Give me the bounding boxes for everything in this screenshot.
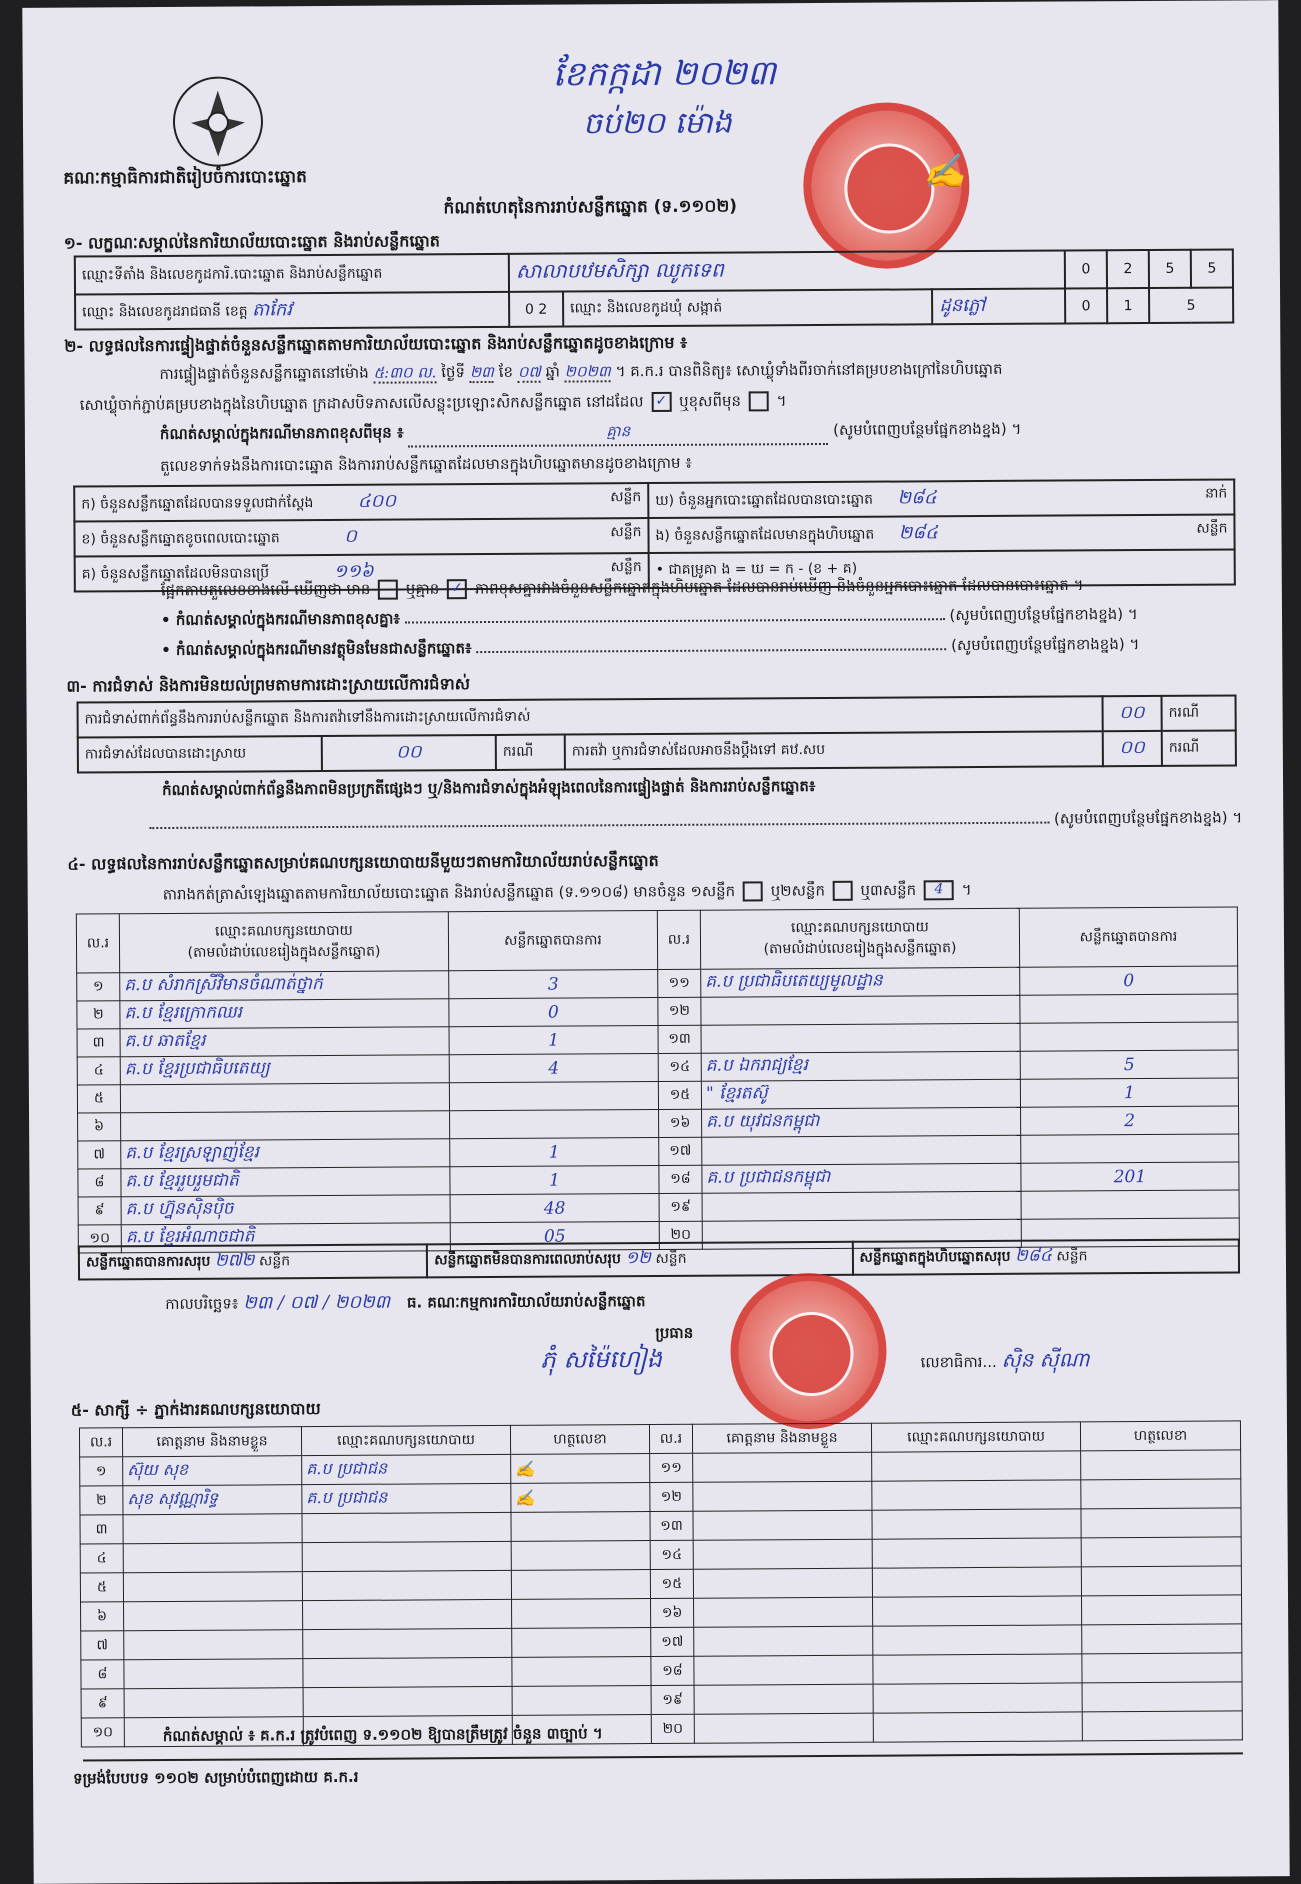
office-stamp: [730, 1273, 887, 1430]
result-no-right: ១៥: [658, 1081, 701, 1109]
location-code-digit: 0: [1065, 250, 1107, 288]
result-party-right: គ.ប ប្រជាជនកម្ពុជា: [702, 1163, 1021, 1193]
verify-month: ០៧: [517, 362, 541, 381]
result-party: គ.ប ខ្មែរប្រជាធិបតេយ្យ: [120, 1055, 449, 1085]
result-votes-right: 2: [1021, 1106, 1239, 1135]
witness-party: [302, 1570, 511, 1600]
verification-line: [159, 360, 1002, 387]
witness-name-right: [693, 1568, 872, 1598]
seal-text: សោឃ្លុំចាក់ភ្ជាប់គម្របខាងក្នុងនៃហិបឆ្នោត ក្រដាសបិទភាសលើសន្លុះប្រឡោះសិកសន្លឹកឆ្នោត នៅដដែល: [79, 392, 644, 415]
w-col-no: ល.រ: [79, 1428, 122, 1457]
complaints-label: ការជំទាស់ពាក់ព័ន្ធនឹងការរាប់សន្លឹកឆ្នោត និងការតវ៉ាទៅនឹងការដោះស្រាយលើការជំទាស់: [78, 696, 1103, 737]
two-sheet-label: ឬ២សន្លឹក: [770, 881, 825, 900]
total-box-value: ២៨៤: [1014, 1245, 1052, 1266]
difference-yes-checkbox[interactable]: [378, 580, 398, 600]
witness-no: ៨: [81, 1660, 124, 1689]
witness-name: [123, 1543, 302, 1573]
commune-code-digit: 5: [1149, 287, 1233, 323]
witness-party-right: [873, 1625, 1082, 1655]
witness-no: ៥: [80, 1573, 123, 1602]
col-votes: សន្លឹកឆ្នោតបានការ: [448, 910, 657, 970]
result-no: ៣: [77, 1029, 120, 1057]
same-checkbox[interactable]: ✓: [651, 392, 671, 412]
witness-signature: [512, 1628, 651, 1658]
result-no-right: ១៣: [658, 1025, 701, 1053]
received-value: ៤០០: [357, 490, 397, 512]
result-votes-right: [1020, 1022, 1238, 1051]
result-votes-right: 1: [1020, 1078, 1238, 1107]
result-votes: 4: [449, 1053, 658, 1082]
witness-signature-right: [1082, 1711, 1242, 1741]
result-no: ២: [77, 1001, 120, 1029]
result-party-right: គ.ប យុវជនកម្ពុជា: [702, 1107, 1021, 1137]
witness-party: [302, 1512, 511, 1542]
result-party: គ.ប ហ្វ៊ុនស៊ិនប៉ិច: [121, 1195, 450, 1225]
witness-name-right: [693, 1539, 872, 1569]
difference-none-checkbox[interactable]: ✓: [447, 579, 467, 599]
appeal-value: ០០: [1102, 731, 1162, 766]
witness-signature: [511, 1570, 650, 1600]
seal-line: សោឃ្លុំចាក់ភ្ជាប់គម្របខាងក្នុងនៃហិបឆ្នោត ក្រដាសបិទភាសលើសន្លុះប្រឡោះសិកសន្លឹកឆ្នោត នៅដដែល ✓ ឬខុសពីមុន ។: [79, 391, 787, 415]
complaints-table: [77, 694, 1237, 773]
irregularity-suffix: (សូមបំពេញបន្ថែមផ្នែកខាងខ្នង) ។: [1053, 808, 1243, 828]
compare-text-end: ភាពខុសគ្នារវាងចំនួនសន្លឹកឆ្នោតក្នុងហិបឆ្នោត ដែលបានរាប់ឃើញ និងចំនួនអ្នកបោះឆ្នោត ដែលបានបោះឆ្នោត ។: [474, 575, 1084, 598]
result-votes-right: 201: [1021, 1162, 1239, 1191]
witness-signature: [511, 1541, 650, 1571]
col-party-sub: (តាមលំដាប់លេខរៀងក្នុងសន្លឹកឆ្នោត): [187, 943, 381, 961]
compare-text: ផ្អែកតាមតួលេខខាងលើ ឃើញថា មាន: [160, 580, 371, 600]
witness-signature-right: [1081, 1537, 1241, 1567]
witness-signature-right: [1082, 1653, 1242, 1683]
witness-signature-right: [1082, 1624, 1242, 1654]
result-no-right: ១៨: [659, 1165, 702, 1193]
result-party-right: " ខ្មែរតស៊ូ: [701, 1079, 1020, 1109]
verify-month-label: ខែ: [498, 362, 514, 381]
result-no-right: ២០: [659, 1221, 702, 1249]
result-no-right: ១១: [658, 969, 701, 997]
witness-name-right: [694, 1597, 873, 1627]
col-votes-right: សន្លឹកឆ្នោតបានការ: [1019, 907, 1237, 967]
change-note-line: [160, 418, 1240, 449]
witness-name: [123, 1514, 302, 1544]
resolved-value: ០០: [322, 735, 496, 771]
result-votes: [449, 1081, 658, 1110]
province-label-text: ឈ្មោះ និងលេខកូដរាជធានី ខេត្ត: [82, 303, 248, 321]
changed-checkbox[interactable]: [749, 391, 769, 411]
verify-year-label: ឆ្នាំ: [545, 362, 560, 381]
resolved-label: ការជំទាស់ដែលបានដោះស្រាយ: [78, 736, 322, 772]
date-value: ២៣ / ០៧ / ២០២៣: [243, 1291, 391, 1314]
witness-party: [303, 1599, 512, 1629]
result-votes: 05: [450, 1221, 659, 1250]
formula-row: • ជាគម្រូគា ង = ឃ = ក - (ខ + គ): [649, 549, 1235, 588]
witness-body: [80, 1450, 1243, 1747]
witness-party-right: [872, 1538, 1081, 1568]
w-col-party: ឈ្មោះគណបក្សនយោបាយ: [301, 1425, 510, 1455]
witness-party-right: [873, 1654, 1082, 1684]
section3-title: ៣- ការជំទាស់ និងការមិនយល់ព្រមតាមការដោះស្រាយលើការជំទាស់: [66, 674, 470, 696]
totals-table: [78, 1238, 1240, 1280]
result-party: [120, 1083, 449, 1113]
irregularity-fill-line: [82, 808, 1242, 837]
spoiled-unit: សន្លឹក: [610, 524, 642, 541]
box-value: ២៨៤: [898, 522, 938, 544]
figures-intro: តួលេខទាក់ទងនឹងការបោះឆ្នោត និងការរាប់សន្លឹកឆ្នោតដែលមានក្នុងហិបឆ្នោតមានដូចខាងក្រោម ៖: [160, 453, 692, 476]
compare-line: [161, 575, 1084, 603]
witness-no-right: ១៣: [650, 1511, 693, 1540]
irregularity-note-line: [162, 774, 1242, 803]
witness-signature-right: [1081, 1566, 1241, 1596]
witness-name: សុខ សុវណ្ណារិទ្ធ: [123, 1485, 302, 1515]
total-invalid-label: សន្លឹកឆ្នោតមិនបានការពេលរាប់សរុប: [434, 1251, 621, 1269]
voters-unit: នាក់: [1205, 485, 1228, 502]
handwritten-date: ខែកក្កដា ២០២៣: [552, 53, 777, 95]
results-table: [76, 906, 1240, 1253]
unused-value: ១១៦: [333, 560, 374, 582]
witness-name-right: [694, 1626, 873, 1656]
witness-party-right: [873, 1683, 1082, 1713]
w-col-sign-right: ហត្ថលេខា: [1080, 1421, 1240, 1451]
box-unit: សន្លឹក: [1196, 520, 1228, 537]
secretary-name: ស៊ិន ស៊ីណា: [1001, 1347, 1090, 1372]
commune-code-digit: 1: [1107, 288, 1149, 323]
w-col-name: គោត្តនាម និងនាមខ្លួន: [122, 1427, 301, 1457]
witness-signature-right: [1081, 1479, 1241, 1509]
witness-party: [303, 1686, 512, 1716]
commission-name: គណៈកម្មាធិការជាតិរៀបចំការបោះឆ្នោត: [63, 167, 307, 189]
witness-name-right: [693, 1481, 872, 1511]
complaints-value: ០០: [1102, 696, 1162, 731]
witness-signature-right: [1082, 1595, 1242, 1625]
result-party-right: [702, 1191, 1021, 1221]
change-note-suffix: (សូមបំពេញបន្ថែមផ្នែកខាងខ្នង) ។: [833, 419, 1022, 439]
diff-note-suffix: (សូមបំពេញបន្ថែមផ្នែកខាងខ្នង) ។: [949, 605, 1138, 625]
witness-no-right: ១៥: [650, 1569, 693, 1598]
spoiled-row: [74, 518, 648, 557]
box-label: ង) ចំនួនសន្លឹកឆ្នោតដែលមានក្នុងហិបឆ្នោត: [655, 526, 875, 544]
witness-no-right: ១១: [650, 1453, 693, 1482]
verify-time: ៥:៣០ ល.: [373, 363, 437, 382]
result-no: ៩: [78, 1197, 121, 1225]
witness-name: [123, 1572, 302, 1602]
location-value: សាលាបឋមសិក្សា ឈូកទេព: [509, 250, 1065, 291]
appeal-label: ការតវ៉ា ឬការជំទាស់ដែលអាចនឹងប្តឹងទៅ គឋ.សប: [565, 731, 1103, 769]
province-code-digit: 0: [524, 301, 534, 318]
voters-label: ឃ) ចំនួនអ្នកបោះឆ្នោតដែលបានបោះឆ្នោត: [655, 491, 874, 509]
location-code-digit: 5: [1149, 250, 1191, 288]
witness-no-right: ២០: [651, 1714, 694, 1743]
commune-value: ដូនភ្លៅ: [932, 288, 1065, 324]
w-col-name-right: គោត្តនាម និងនាមខ្លួន: [692, 1423, 871, 1453]
signature-date-line: [165, 1288, 645, 1318]
spoiled-value: ០: [344, 525, 358, 547]
w-col-no-right: ល.រ: [649, 1424, 692, 1453]
witness-no: ៦: [81, 1602, 124, 1631]
witness-party-right: [872, 1480, 1081, 1510]
bottom-note: ទម្រង់បែបបទ ១១០២ សម្រាប់បំពេញដោយ គ.ក.រ: [73, 1767, 359, 1788]
witness-name: [124, 1630, 303, 1660]
witness-party: [303, 1657, 512, 1687]
total-box-unit: សន្លឹក: [1056, 1248, 1088, 1265]
result-no: ១០: [78, 1225, 121, 1253]
result-party-right: គ.ប ប្រជាធិបតេយ្យមូលដ្ឋាន: [701, 967, 1020, 997]
witness-no-right: ១៨: [651, 1656, 694, 1685]
witness-party-right: [872, 1509, 1081, 1539]
witness-no: ៧: [81, 1631, 124, 1660]
voters-row: [648, 479, 1234, 518]
col-party: [119, 912, 448, 973]
verify-text-end: ។ គ.ក.រ បានពិនិត្យ៖ សោឃ្លុំទាំងពីរចាក់នៅគម្របខាងក្រៅនៃហិបឆ្នោត: [615, 359, 1003, 381]
diff-note-label: • កំណត់សម្គាល់ក្នុងករណីមានភាពខុសគ្នា៖: [160, 609, 401, 630]
irregularity-label: កំណត់សម្គាល់ពាក់ព័ន្ធនឹងភាពមិនប្រក្រតីផ្សេងៗ ឬ/និងការជំទាស់ក្នុងអំឡុងពេលនៃការផ្ទៀងផ្ទាត់ និងការរាប់សន្លឹកឆ្នោត៖: [162, 777, 816, 800]
sheets-line: [163, 880, 972, 907]
appeal-unit: ករណី: [1162, 730, 1236, 765]
unused-unit: សន្លឹក: [610, 559, 642, 576]
result-votes: 3: [449, 969, 658, 998]
witness-party: គ.ប ប្រជាជន: [302, 1483, 511, 1513]
result-no-right: ១៤: [658, 1053, 701, 1081]
chair-label: ប្រធាន: [655, 1323, 694, 1343]
w-col-party-right: ឈ្មោះគណបក្សនយោបាយ: [871, 1422, 1080, 1452]
result-votes-right: [1021, 1190, 1239, 1219]
witness-table: [79, 1420, 1243, 1747]
sheets-end: ។: [961, 880, 972, 899]
witness-no-right: ១៦: [651, 1598, 694, 1627]
office-label: ធ. គណៈកម្មការការិយាល័យរាប់សន្លឹកឆ្នោត: [406, 1292, 646, 1312]
total-valid-value: ២៧២: [214, 1250, 255, 1271]
three-sheet-checkbox[interactable]: 4: [924, 880, 954, 900]
witness-no: ១: [80, 1457, 123, 1486]
foreign-note-line: [161, 634, 1241, 663]
changed-label: ឬខុសពីមុន: [679, 391, 742, 411]
result-no-right: ១៩: [659, 1193, 702, 1221]
secretary-label: លេខាធិការ...: [920, 1352, 997, 1372]
total-valid-label: សន្លឹកឆ្នោតបានការសរុប: [85, 1253, 211, 1271]
verify-day-label: ថ្ងៃទី: [441, 363, 466, 382]
compare-none-label: ឬគ្មាន: [405, 579, 440, 599]
province-value: តាកែវ: [251, 299, 293, 321]
result-no: ៧: [78, 1141, 121, 1169]
diff-note-line: [161, 604, 1241, 633]
witness-no: ៣: [80, 1515, 123, 1544]
result-no: ៨: [78, 1169, 121, 1197]
witness-signature: [512, 1686, 651, 1716]
result-no-right: ១៦: [659, 1109, 702, 1137]
secretary-line: [920, 1346, 1089, 1377]
angkor-emblem-icon: [173, 76, 264, 167]
witness-name: ស៊ុយ សុខ: [123, 1456, 302, 1486]
commune-label: ឈ្មោះ និងលេខកូដឃុំ សង្កាត់: [563, 289, 932, 326]
witness-name: [124, 1688, 303, 1718]
result-no: ៥: [77, 1085, 120, 1113]
result-no: ១: [77, 973, 120, 1001]
top-signature: ✍: [923, 152, 966, 193]
col-no-right: ល.រ: [657, 910, 700, 969]
received-unit: សន្លឹក: [610, 489, 642, 506]
section2-title: ២- លទ្ធផលនៃការផ្ទៀងផ្ទាត់ចំនួនសន្លឹកឆ្នោតតាមការិយាល័យបោះឆ្នោត និងរាប់សន្លឹកឆ្នោតដូចខាងក្រោម ៖: [64, 332, 688, 356]
witness-signature: ✍: [511, 1483, 650, 1513]
result-party: គ.ប ខ្មែររួបរួមជាតិ: [121, 1167, 450, 1197]
w-col-sign: ហត្ថលេខា: [510, 1425, 649, 1455]
witness-signature: ✍: [511, 1454, 650, 1484]
witness-party: គ.ប ប្រជាជន: [302, 1454, 511, 1484]
witness-no: ៤: [80, 1544, 123, 1573]
province-code: [509, 292, 563, 327]
foreign-note-label: • កំណត់សម្គាល់ក្នុងករណីមានវត្ថុមិនមែនជាសន្លឹកឆ្នោត៖: [161, 639, 472, 660]
col-party-right: [700, 908, 1019, 969]
received-label: ក) ចំនួនសន្លឹកឆ្នោតដែលបានទទួលជាក់ស្តែង: [81, 495, 314, 513]
unused-label: គ) ចំនួនសន្លឹកឆ្នោតដែលមិនបានប្រើ: [81, 565, 270, 583]
total-box-label: សន្លឹកឆ្នោតក្នុងហិបឆ្នោតសរុប: [859, 1248, 1011, 1266]
result-votes: 1: [449, 1025, 658, 1054]
one-sheet-checkbox[interactable]: [743, 881, 763, 901]
spoiled-label: ខ) ចំនួនសន្លឹកឆ្នោតខូចពេលបោះឆ្នោត: [81, 530, 280, 548]
witness-signature-right: [1082, 1682, 1242, 1712]
result-party-right: [701, 995, 1020, 1025]
witness-name-right: [694, 1713, 873, 1743]
witness-name-right: [693, 1510, 872, 1540]
col-no: ល.រ: [76, 914, 119, 973]
footnote: កំណត់សម្គាល់ ៖ គ.ក.រ ត្រូវបំពេញ ទ.១១០២ ឱ្យបានត្រឹមត្រូវ ចំនួន ៣ច្បាប់ ។: [162, 1724, 603, 1746]
col-party-sub-right: (តាមលំដាប់លេខរៀងក្នុងសន្លឹកឆ្នោត): [763, 940, 957, 958]
bottom-divider: [83, 1752, 1243, 1761]
date-label: កាលបរិច្ឆេទ៖: [165, 1294, 239, 1314]
sheets-text: តារាងកត់ត្រាសំឡេងឆ្នោតតាមការិយាល័យបោះឆ្នោត និងរាប់សន្លឹកឆ្នោត (ទ.១១០៨) មានចំនួន ១សន្លឹក: [162, 882, 736, 904]
total-invalid-unit: សន្លឹក: [655, 1250, 687, 1268]
result-party: គ.ប សំរាកស្រីវិមានចំណាត់ថ្នាក់: [120, 971, 449, 1001]
result-votes-right: [1020, 994, 1238, 1023]
province-code-digit: 2: [538, 301, 548, 318]
complaints-unit: ករណី: [1162, 695, 1236, 730]
witness-party: [303, 1628, 512, 1658]
witness-no-right: ១៩: [651, 1685, 694, 1714]
result-votes-right: [1021, 1134, 1239, 1163]
result-party: គ.ប ខ្មែរអំណាចជាតិ: [121, 1223, 450, 1253]
witness-name-right: [694, 1684, 873, 1714]
location-label: ឈ្មោះទីតាំង និងលេខកូដការិ.បោះឆ្នោត និងរាប់សន្លឹកឆ្នោត: [75, 254, 509, 295]
result-no: ៦: [78, 1113, 121, 1141]
commune-code-digit: 0: [1065, 288, 1107, 323]
witness-no: ១០: [81, 1718, 124, 1747]
witness-party-right: [873, 1712, 1082, 1742]
result-votes: 0: [449, 997, 658, 1026]
verify-day: ២៣: [469, 362, 495, 382]
witness-name-right: [694, 1655, 873, 1685]
result-no-right: ១២: [658, 997, 701, 1025]
witness-signature: [512, 1657, 651, 1687]
result-votes: 1: [450, 1137, 659, 1166]
witness-no-right: ១៧: [651, 1627, 694, 1656]
total-invalid-cell: [427, 1242, 852, 1278]
result-no-right: ១៧: [659, 1137, 702, 1165]
witness-name-right: [693, 1452, 872, 1482]
witness-signature-right: [1081, 1450, 1241, 1480]
result-party: [121, 1111, 450, 1141]
result-votes-right: 5: [1020, 1050, 1238, 1079]
section1-title: ១- លក្ខណៈសម្គាល់នៃការិយាល័យបោះឆ្នោត និងរាប់សន្លឹកឆ្នោត: [63, 231, 440, 253]
witness-signature: [511, 1512, 650, 1542]
result-party-right: គ.ប ឯករាជ្យខ្មែរ: [701, 1051, 1020, 1081]
result-party: គ.ប ខ្មែរក្រោកឈរ: [120, 999, 449, 1029]
witness-name: [124, 1601, 303, 1631]
handwritten-ref: ចប់២០ ម៉ោង: [582, 105, 732, 142]
form-title: កំណត់ហេតុនៃការរាប់សន្លឹកឆ្នោត (ទ.១១០២): [443, 196, 738, 219]
resolved-unit: ករណី: [496, 735, 565, 770]
result-party-right: [702, 1135, 1021, 1165]
witness-party: [302, 1541, 511, 1571]
witness-no-right: ១២: [650, 1482, 693, 1511]
three-sheet-label: ឬ៣សន្លឹក: [860, 880, 917, 900]
result-no: ៤: [77, 1057, 120, 1085]
chair-name: ភុំ សម៉ៃហៀង: [540, 1344, 663, 1374]
witness-party-right: [872, 1451, 1081, 1481]
witness-signature: [512, 1599, 651, 1629]
witness-party-right: [873, 1596, 1082, 1626]
result-party: គ.ប ខ្មែរស្រឡាញ់ខ្មែរ: [121, 1139, 450, 1169]
location-code-digit: 2: [1107, 250, 1149, 288]
result-votes-right: 0: [1020, 966, 1238, 995]
total-box-cell: [852, 1239, 1239, 1274]
total-valid-cell: [79, 1244, 427, 1279]
result-votes: [450, 1109, 659, 1138]
change-note-label: កំណត់សម្គាល់ក្នុងករណីមានភាពខុសពីមុន ៖: [159, 423, 404, 444]
total-valid-unit: សន្លឹក: [258, 1253, 291, 1270]
witness-no: ២: [80, 1486, 123, 1515]
box-row: [648, 514, 1234, 553]
result-party: គ.ប ឆាតខ្មែរ: [120, 1027, 449, 1057]
received-row: [74, 483, 648, 522]
verify-year: ២០២៣: [564, 362, 611, 381]
witness-no-right: ១៤: [650, 1540, 693, 1569]
witness-name: [124, 1659, 303, 1689]
result-party-right: [701, 1023, 1020, 1053]
total-invalid-value: ១២: [625, 1248, 652, 1269]
witness-signature-right: [1081, 1508, 1241, 1538]
section4-title: ៤- លទ្ធផលនៃការរាប់សន្លឹកឆ្នោតសម្រាប់គណបក្សនយោបាយនីមួយៗតាមការិយាល័យរាប់សន្លឹកឆ្នោត: [67, 850, 659, 874]
foreign-note-suffix: (សូមបំពេញបន្ថែមផ្នែកខាងខ្នង) ។: [951, 635, 1140, 655]
witness-no: ៩: [81, 1689, 124, 1718]
witness-party-right: [872, 1567, 1081, 1597]
province-label: [75, 292, 509, 330]
result-votes: 1: [450, 1165, 659, 1194]
change-note-value: គ្មាន: [408, 421, 828, 448]
form-sheet: [22, 0, 1289, 1884]
section5-title: ៥- សាក្សី ÷ ភ្នាក់ងារគណបក្សនយោបាយ: [70, 1399, 321, 1420]
col-party-title: ឈ្មោះគណបក្សនយោបាយ: [214, 922, 353, 940]
section1-table: [74, 248, 1234, 330]
two-sheet-checkbox[interactable]: [833, 881, 853, 901]
voters-value: ២៨៤: [897, 487, 937, 509]
location-code-digit: 5: [1191, 249, 1233, 287]
col-party-title-right: ឈ្មោះគណបក្សនយោបាយ: [790, 919, 929, 937]
result-votes: 48: [450, 1193, 659, 1222]
results-body: [77, 966, 1240, 1253]
verify-text: ការផ្ទៀងផ្ទាត់ចំនួនសន្លឹកឆ្នោតនៅម៉ោង: [159, 363, 369, 384]
